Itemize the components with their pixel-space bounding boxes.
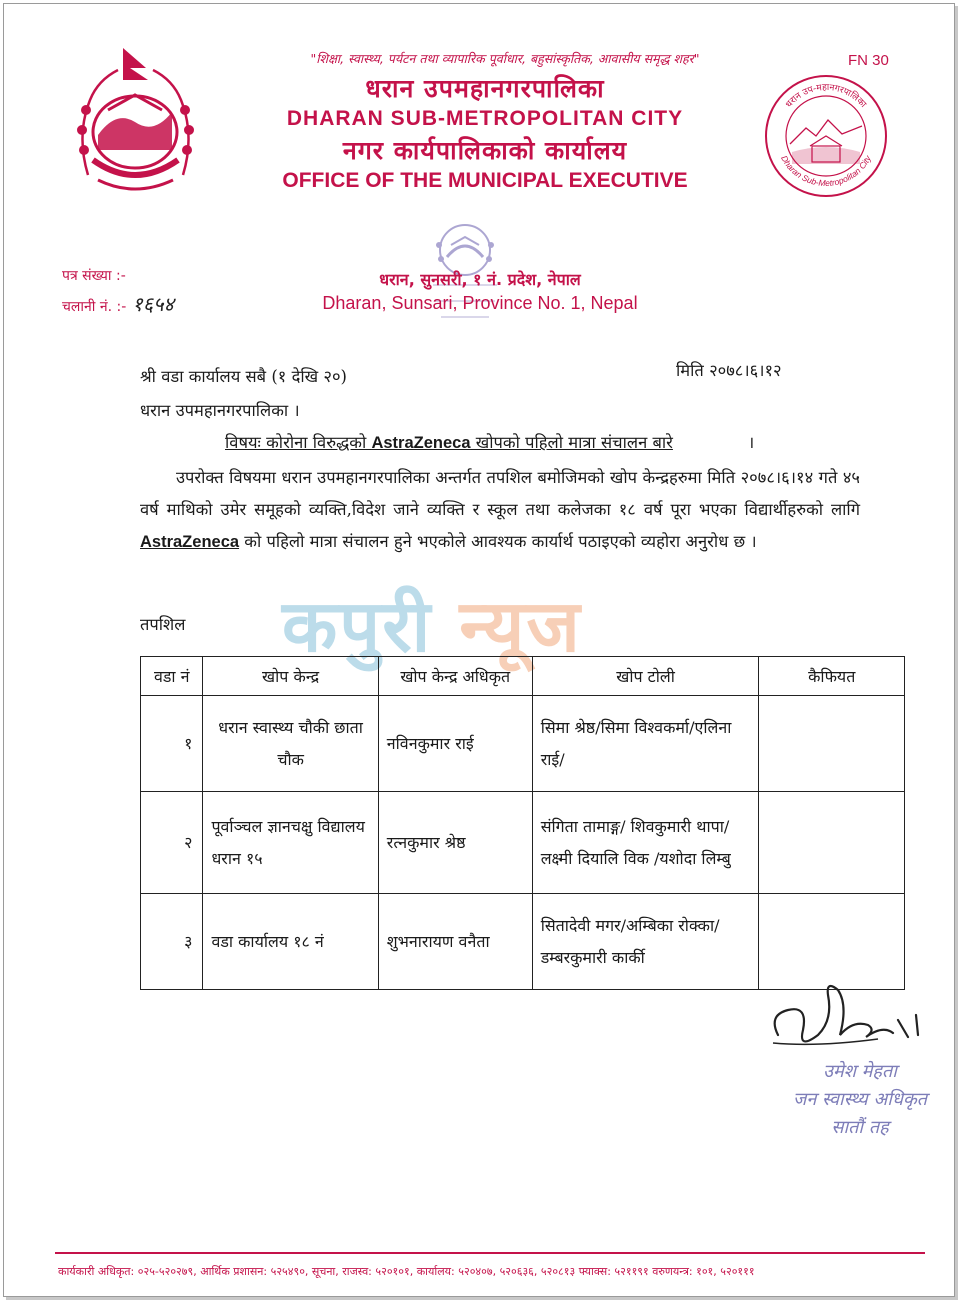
cell-center: पूर्वाञ्चल ज्ञानचक्षु विद्यालय धरान १५ bbox=[203, 792, 378, 894]
form-code: FN 30 bbox=[848, 52, 889, 69]
header-center: खोप केन्द्र bbox=[203, 657, 378, 696]
watermark-part-1: कपुरी bbox=[282, 584, 433, 668]
signatory-name: उमेश मेहता bbox=[823, 1061, 897, 1082]
subject-end: । bbox=[748, 433, 755, 452]
cell-team: संगिता तामाङ्ग/ शिवकुमारी थापा/लक्ष्मी दियालि विक /यशोदा लिम्बु bbox=[532, 792, 759, 894]
cell-officer: नविनकुमार राई bbox=[378, 696, 532, 792]
city-name-english: DHARAN SUB-METROPOLITAN CITY bbox=[286, 107, 684, 130]
patra-sankhya-label: पत्र संख्या :- bbox=[62, 268, 126, 284]
letter-subject bbox=[225, 430, 673, 453]
letterhead bbox=[220, 50, 750, 193]
body-part-2: को पहिलो मात्रा संचालन हुने भएकोले आवश्यक कार्यार्थ पठाइएको व्यहोरा अनुरोध छ । bbox=[239, 532, 757, 551]
cell-remarks bbox=[759, 792, 905, 894]
watermark-part-2: न्यूज bbox=[459, 584, 582, 668]
address-english: Dharan, Sunsari, Province No. 1, Nepal bbox=[322, 293, 638, 313]
office-name-english: OFFICE OF THE MUNICIPAL EXECUTIVE bbox=[282, 169, 688, 192]
cell-team: सितादेवी मगर/अम्बिका रोक्का/डम्बरकुमारी कार्की bbox=[532, 894, 759, 990]
cell-ward: २ bbox=[141, 792, 203, 894]
chalani-label: चलानी नं. :- bbox=[62, 299, 127, 315]
header-officer: खोप केन्द्र अधिकृत bbox=[378, 657, 532, 696]
header-remarks: कैफियत bbox=[759, 657, 905, 696]
reference-block bbox=[62, 262, 174, 321]
seal-top-text: धरान उप-महानगरपालिका bbox=[784, 82, 868, 110]
footer-divider bbox=[55, 1252, 925, 1254]
recipient-line-2: धरान उपमहानगरपालिका । bbox=[140, 401, 300, 420]
cell-officer: शुभनारायण वनैता bbox=[378, 894, 532, 990]
nepal-government-emblem bbox=[68, 40, 203, 195]
vaccination-centers-table bbox=[140, 656, 905, 990]
seal-bottom-text: Dharan Sub-Metropolitan City bbox=[779, 153, 873, 189]
tapashil-label: तपशिल bbox=[140, 615, 186, 634]
cell-remarks bbox=[759, 696, 905, 792]
cell-center: धरान स्वास्थ्य चौकी छाता चौक bbox=[203, 696, 378, 792]
subject-prefix: विषयः कोरोना विरुद्धको bbox=[225, 433, 372, 452]
city-name-nepali: धरान उपमहानगरपालिका bbox=[365, 74, 605, 103]
chalani-line bbox=[62, 290, 174, 321]
body-part-1: उपरोक्त विषयमा धरान उपमहानगरपालिका अन्तर्गत तपशिल बमोजिमको खोप केन्द्रहरुमा मिति २०७८।६।१४ गते ४५ वर्ष माथिको उमेर समूहको व्यक्ति,विदेश जाने व्यक्ति र स्कूल तथा कलेजका १८ वर्ष पूरा भएका विद्यार्थीहरुको लागि bbox=[140, 468, 860, 519]
svg-text:धरान उप-महानगरपालिका bbox=[784, 83, 868, 110]
subject-suffix: खोपको पहिलो मात्रा संचालन बारे bbox=[470, 433, 673, 452]
body-paragraph bbox=[140, 462, 860, 558]
signatory-level: सातौं तह bbox=[831, 1117, 889, 1138]
table-row bbox=[141, 696, 905, 792]
signatory-title: जन स्वास्थ्य अधिकृत bbox=[792, 1089, 928, 1110]
letter-body bbox=[140, 462, 860, 558]
office-name-nepali: नगर कार्यपालिकाको कार्यालय bbox=[342, 136, 628, 165]
city-slogan: "शिक्षा, स्वास्थ्य, पर्यटन तथा व्यापारिक पूर्वाधार, बहुसांस्कृतिक, आवासीय समृद्ध शहर" bbox=[310, 51, 700, 66]
cell-center: वडा कार्यालय १८ नं bbox=[203, 894, 378, 990]
header-ward: वडा नं bbox=[141, 657, 203, 696]
footer-contacts: कार्यकारी अधिकृत: ०२५-५२०२७९, आर्थिक प्रशासन: ५२५४९०, सूचना, राजस्व: ५२०१०१, कार्यालय: ५२०४०७, ५२०६३६, ५२०८१३ फ्याक्स: ५२११९१ वरुणयन्त्र: १०१, ५२०१११ bbox=[58, 1265, 755, 1278]
cell-officer: रत्नकुमार श्रेष्ठ bbox=[378, 792, 532, 894]
cell-team: सिमा श्रेष्ठ/सिमा विश्वकर्मा/एलिना राई/ bbox=[532, 696, 759, 792]
header-team: खोप टोली bbox=[532, 657, 759, 696]
cell-ward: १ bbox=[141, 696, 203, 792]
cell-ward: ३ bbox=[141, 894, 203, 990]
table-header-row bbox=[141, 657, 905, 696]
table-row bbox=[141, 792, 905, 894]
office-address bbox=[310, 268, 650, 314]
city-seal bbox=[762, 72, 890, 200]
letter-date: मिति २०७८।६।१२ bbox=[676, 361, 782, 380]
address-nepali: धरान, सुनसरी, १ नं. प्रदेश, नेपाल bbox=[379, 270, 581, 289]
recipient-line-1: श्री वडा कार्यालय सबै (१ देखि २०) bbox=[140, 367, 347, 386]
subject-brand: AstraZeneca bbox=[371, 434, 471, 452]
body-brand: AstraZeneca bbox=[140, 533, 240, 551]
signatory-stamp bbox=[760, 1058, 960, 1142]
chalani-number: १६५४ bbox=[132, 292, 174, 316]
recipient-block bbox=[140, 360, 347, 428]
